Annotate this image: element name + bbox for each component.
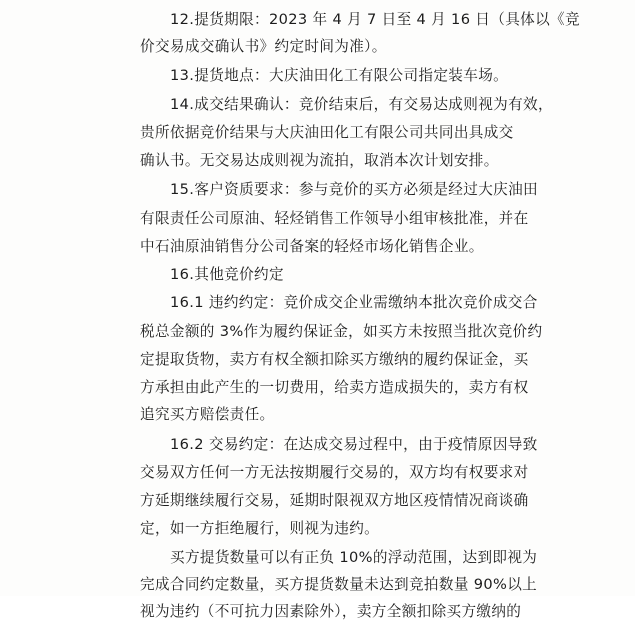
text-line: 确认书。无交易达成则视为流拍，取消本次计划安排。 [140,152,499,169]
text-line: 12.提货期限：2023 年 4 月 7 日至 4 月 16 日（具体以《竞 [170,11,580,28]
text-line: 16.1 违约约定：竞价成交企业需缴纳本批次竞价成交合 [170,294,538,311]
text-line: 完成合同约定数量，买方提货数量未达到竞拍数量 90%以上 [140,576,538,593]
section-heading: 16.其他竞价约定 [170,266,284,283]
text-line: 16.2 交易约定：在达成交易过程中，由于疫情原因导致 [170,436,538,453]
text-line: 定提取货物，卖方有权全额扣除买方缴纳的履约保证金，买 [140,351,529,368]
text-line: 方延期继续履行交易，延期时限视双方地区疫情情况商谈确 [140,492,529,509]
text-line: 13.提货地点：大庆油田化工有限公司指定装车场。 [170,67,509,84]
text-line: 中石油原油销售分公司备案的轻烃市场化销售企业。 [140,238,484,255]
text-line: 贵所依据竞价结果与大庆油田化工有限公司共同出具成交 [140,124,514,141]
text-line: 视为违约（不可抗力因素除外），卖方全额扣除买方缴纳的 [140,603,522,620]
text-line: 价交易成交确认书》约定时间为准）。 [140,38,387,55]
text-line: 追究买方赔偿责任。 [140,406,275,423]
text-line: 有限责任公司原油、轻烃销售工作领导小组审核批准，并在 [140,210,529,227]
text-line: 定，如一方拒绝履行，则视为违约。 [140,520,380,537]
text-line: 税总金额的 3%作为履约保证金，如买方未按照当批次竞价约 [140,323,543,340]
text-line: 交易双方任何一方无法按期履行交易的，双方均有权要求对 [140,464,529,481]
text-line: 14.成交结果确认：竞价结束后，有交易达成则视为有效， [170,96,553,113]
text-line: 买方提货数量可以有正负 10%的浮动范围，达到即视为 [170,549,538,566]
text-line: 15.客户资质要求：参与竞价的买方必须是经过大庆油田 [170,181,538,198]
text-line: 方承担由此产生的一切费用，给卖方造成损失的，卖方有权 [140,379,529,396]
